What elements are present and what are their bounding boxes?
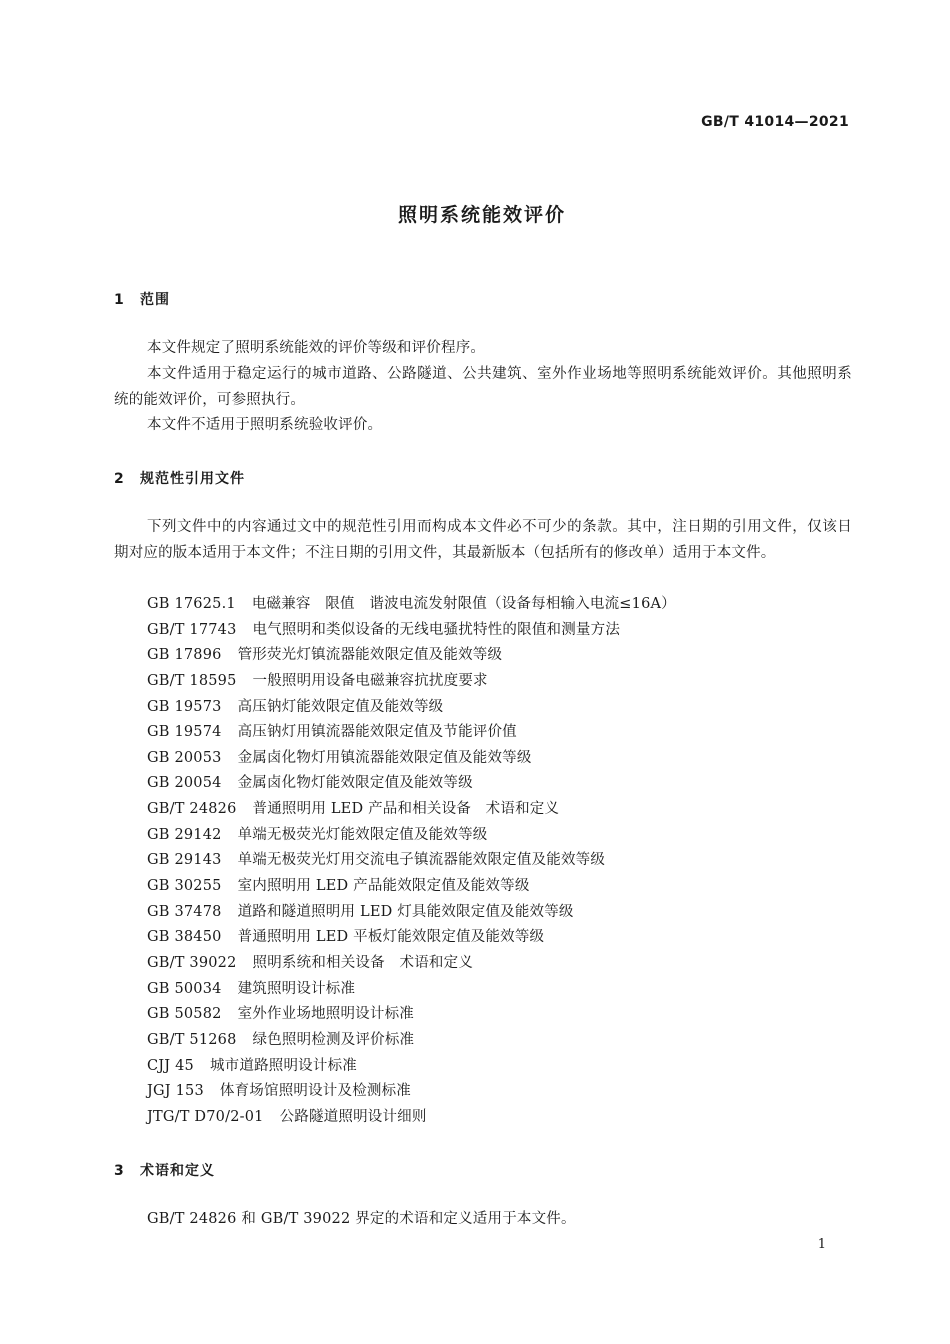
section-heading-scope — [114, 289, 170, 309]
reference-code: GB 29142 — [147, 826, 222, 843]
paragraph: GB/T 24826 和 GB/T 39022 界定的术语和定义适用于本文件。 — [147, 1211, 576, 1227]
reference-code: GB 20053 — [147, 749, 222, 766]
reference-item — [147, 1105, 676, 1131]
section-heading-terms — [114, 1160, 215, 1180]
reference-code: GB 17625.1 — [147, 596, 236, 612]
reference-item — [147, 925, 676, 951]
reference-code: GB 20054 — [147, 775, 222, 792]
reference-code: GB/T 17743 — [147, 621, 237, 638]
reference-code: GB 19574 — [147, 724, 222, 741]
reference-code: GB/T 24826 — [147, 801, 237, 818]
reference-title: 普通照明用 LED 平板灯能效限定值及能效等级 — [237, 929, 545, 946]
reference-title: 公路隧道照明设计细则 — [279, 1108, 427, 1125]
reference-title: 室外作业场地照明设计标准 — [237, 1006, 414, 1023]
reference-item — [147, 1079, 676, 1105]
reference-title: 金属卤化物灯能效限定值及能效等级 — [237, 775, 473, 792]
paragraph: 本文件规定了照明系统能效的评价等级和评价程序。 — [147, 340, 486, 356]
paragraph: 下列文件中的内容通过文中的规范性引用而构成本文件必不可少的条款。其中，注日期的引用文件，仅该日期对应的版本适用于本文件；不注日期的引用文件，其最新版本（包括所有的修改单）适用于本文件。 — [114, 519, 852, 561]
standard-code: GB/T 41014—2021 — [701, 114, 849, 130]
reference-title: 电磁兼容 限值 谐波电流发射限值（设备每相输入电流≤16A） — [251, 596, 676, 612]
reference-item — [147, 900, 676, 926]
reference-item — [147, 771, 676, 797]
page-number: 1 — [817, 1237, 826, 1252]
reference-title: 金属卤化物灯用镇流器能效限定值及能效等级 — [237, 749, 532, 766]
paragraph: 本文件不适用于照明系统验收评价。 — [147, 417, 383, 433]
reference-title: 高压钠灯用镇流器能效限定值及节能评价值 — [237, 724, 517, 741]
reference-code: GB/T 51268 — [147, 1031, 237, 1048]
reference-list — [147, 592, 676, 1130]
reference-item — [147, 797, 676, 823]
reference-item — [147, 695, 676, 721]
reference-code: GB 50034 — [147, 980, 222, 997]
reference-code: GB/T 39022 — [147, 954, 237, 971]
section-heading-normative-references — [114, 468, 245, 488]
reference-title: 体育场馆照明设计及检测标准 — [219, 1083, 412, 1100]
reference-code: GB 30255 — [147, 878, 222, 895]
reference-item — [147, 1002, 676, 1028]
reference-item — [147, 720, 676, 746]
reference-title: 城市道路照明设计标准 — [209, 1057, 357, 1074]
reference-title: 高压钠灯能效限定值及能效等级 — [237, 698, 444, 715]
reference-item — [147, 977, 676, 1003]
reference-title: 一般照明用设备电磁兼容抗扰度要求 — [252, 672, 488, 689]
reference-title: 电气照明和类似设备的无线电骚扰特性的限值和测量方法 — [252, 621, 621, 638]
reference-code: GB 38450 — [147, 929, 222, 946]
reference-item — [147, 874, 676, 900]
reference-code: GB 19573 — [147, 698, 222, 715]
reference-title: 照明系统和相关设备 术语和定义 — [252, 954, 474, 971]
reference-item — [147, 592, 676, 618]
reference-code: GB 37478 — [147, 903, 222, 920]
document-title: 照明系统能效评价 — [397, 204, 566, 226]
reference-title: 道路和隧道照明用 LED 灯具能效限定值及能效等级 — [237, 903, 574, 920]
paragraph: 本文件适用于稳定运行的城市道路、公路隧道、公共建筑、室外作业场地等照明系统能效评价。其他照明系统的能效评价，可参照执行。 — [114, 366, 852, 408]
reference-item — [147, 1028, 676, 1054]
reference-title: 普通照明用 LED 产品和相关设备 术语和定义 — [252, 801, 560, 818]
reference-item — [147, 823, 676, 849]
reference-code: CJJ 45 — [147, 1057, 194, 1074]
section-number: 2 — [114, 471, 125, 487]
reference-title: 室内照明用 LED 产品能效限定值及能效等级 — [237, 878, 530, 895]
section-number: 3 — [114, 1163, 125, 1179]
reference-code: JTG/T D70/2-01 — [147, 1108, 264, 1125]
reference-title: 单端无极荧光灯能效限定值及能效等级 — [237, 826, 488, 843]
reference-title: 单端无极荧光灯用交流电子镇流器能效限定值及能效等级 — [237, 852, 606, 869]
reference-code: GB 17896 — [147, 647, 222, 664]
section-title: 术语和定义 — [140, 1163, 215, 1179]
section-title: 规范性引用文件 — [140, 471, 245, 487]
reference-title: 建筑照明设计标准 — [237, 980, 356, 997]
reference-code: GB 50582 — [147, 1006, 222, 1023]
reference-item — [147, 1054, 676, 1080]
reference-code: JGJ 153 — [147, 1083, 204, 1100]
section-number: 1 — [114, 292, 125, 308]
section-title: 范围 — [140, 292, 170, 308]
reference-item — [147, 848, 676, 874]
reference-code: GB 29143 — [147, 852, 222, 869]
reference-title: 管形荧光灯镇流器能效限定值及能效等级 — [237, 647, 503, 664]
reference-item — [147, 951, 676, 977]
reference-item — [147, 643, 676, 669]
reference-item — [147, 669, 676, 695]
reference-item — [147, 618, 676, 644]
reference-item — [147, 746, 676, 772]
reference-code: GB/T 18595 — [147, 672, 237, 689]
reference-title: 绿色照明检测及评价标准 — [252, 1031, 415, 1048]
